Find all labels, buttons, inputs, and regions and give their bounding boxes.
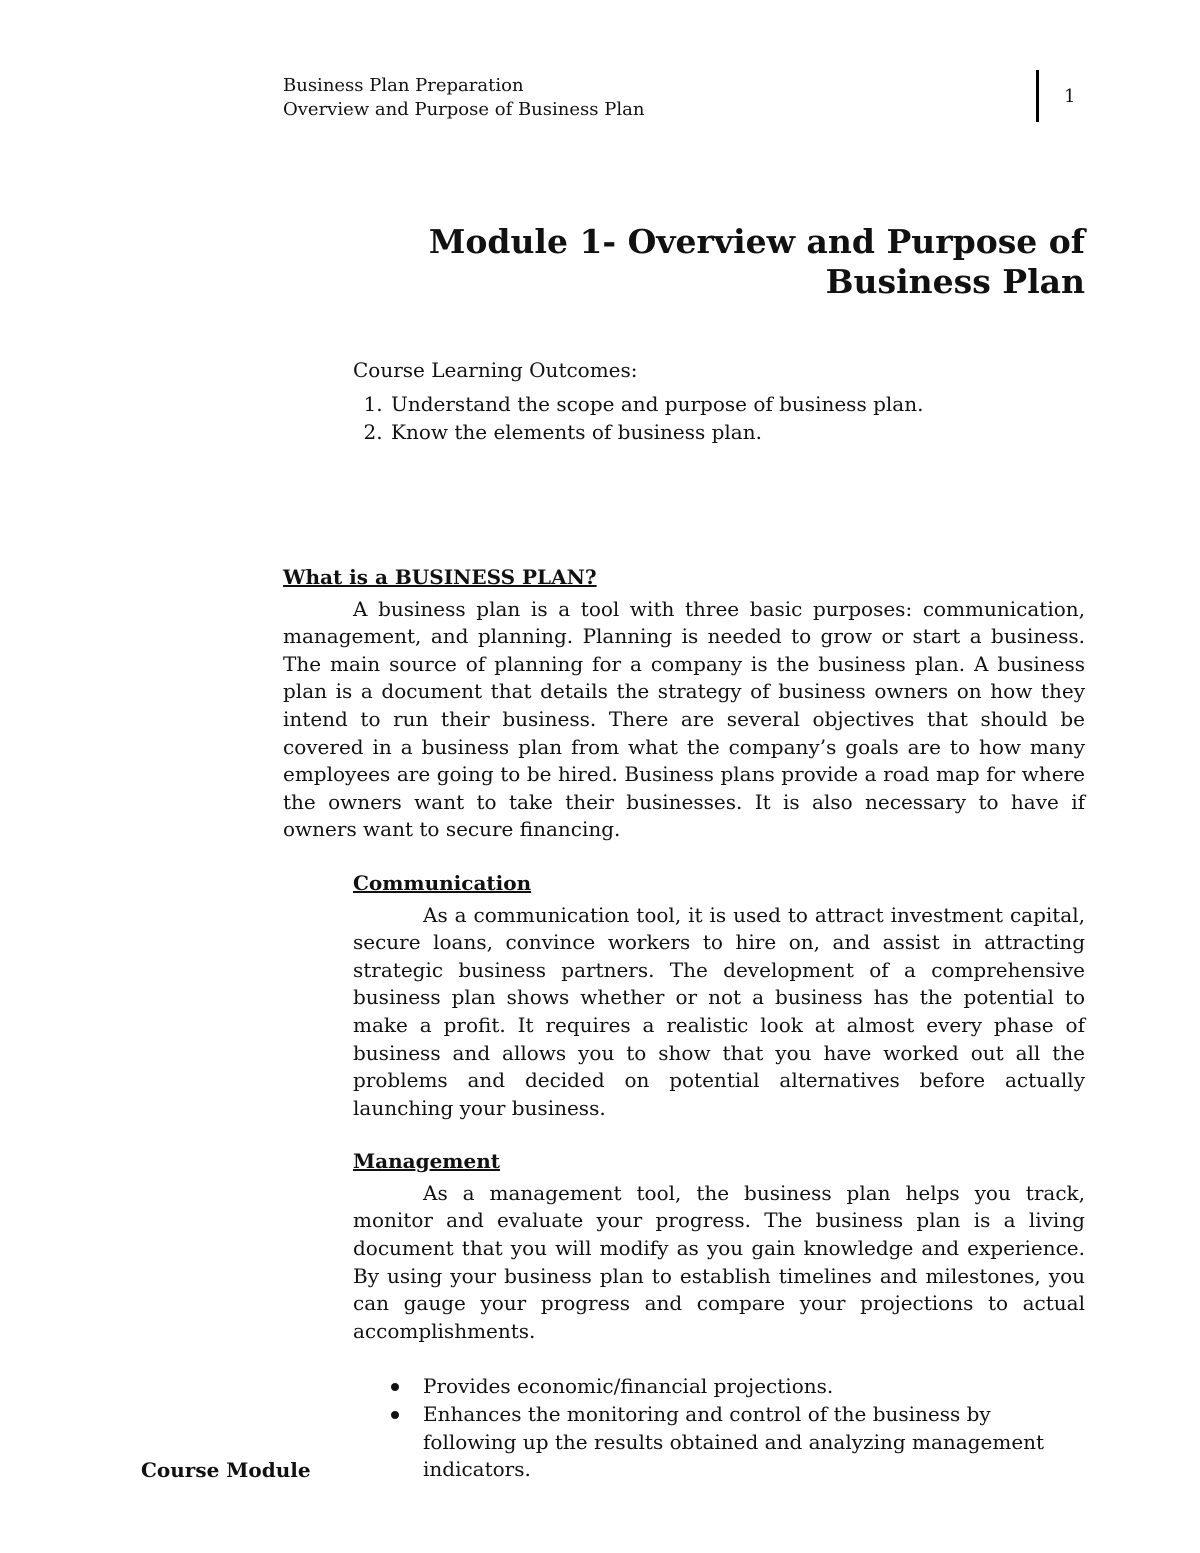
outcomes-list (353, 390, 1093, 446)
running-header (283, 74, 644, 122)
outcome-item: 1. Understand the scope and purpose of business plan. (389, 390, 1093, 418)
section-body-communication: As a communication tool, it is used to attract investment capital, secure loans, convince workers to hire on, and assist in attracting strategic business partners. The development of a comprehensive business plan shows whether or not a business has the potential to make a profit. It requires a realistic look at almost every phase of business and allows you to show that you have worked out all the problems and decided on potential alternatives before actually launching your business. (353, 902, 1085, 1120)
bullet-icon (391, 1411, 399, 1419)
section-heading-management: Management (353, 1149, 500, 1174)
page-number: 1 (1064, 86, 1076, 107)
list-item: Enhances the monitoring and control of the business by following up the results obtained and analyzing management indicators. (423, 1401, 1085, 1484)
bullet-icon (391, 1383, 399, 1391)
page-footer: Course Module (141, 1458, 311, 1482)
management-bullets (353, 1373, 1085, 1483)
header-line-2: Overview and Purpose of Business Plan (283, 99, 645, 120)
outcomes-heading: Course Learning Outcomes: (353, 358, 638, 382)
main-content (283, 564, 1085, 1484)
section-body-management: As a management tool, the business plan helps you track, monitor and evaluate your progress. The business plan is a living document that you will modify as you gain knowledge and experience. By using your business plan to establish timelines and milestones, you can gauge your progress and compare your projections to actual accomplishments. (353, 1180, 1085, 1343)
header-line-1: Business Plan Preparation (283, 75, 524, 96)
learning-outcomes (353, 356, 1093, 446)
header-divider (1036, 70, 1039, 122)
list-item: Provides economic/financial projections. (423, 1373, 1085, 1401)
section-heading-communication: Communication (353, 870, 532, 895)
page-title: Module 1- Overview and Purpose of Business Plan (428, 222, 1085, 301)
section-heading-what: What is a BUSINESS PLAN? (283, 565, 597, 589)
outcome-item: 2. Know the elements of business plan. (389, 418, 1093, 446)
section-body-what: A business plan is a tool with three basic purposes: communication, management, and planning. Planning is needed to grow or start a business. The main source of planning for a company is the business plan. A business plan is a document that details the strategy of business owners on how they intend to run their business. There are several objectives that should be covered in a business plan from what the company’s goals are to how many employees are going to be hired. Business plans provide a road map for where the owners want to take their businesses. It is also necessary to have if owners want to secure financing. (283, 596, 1085, 842)
